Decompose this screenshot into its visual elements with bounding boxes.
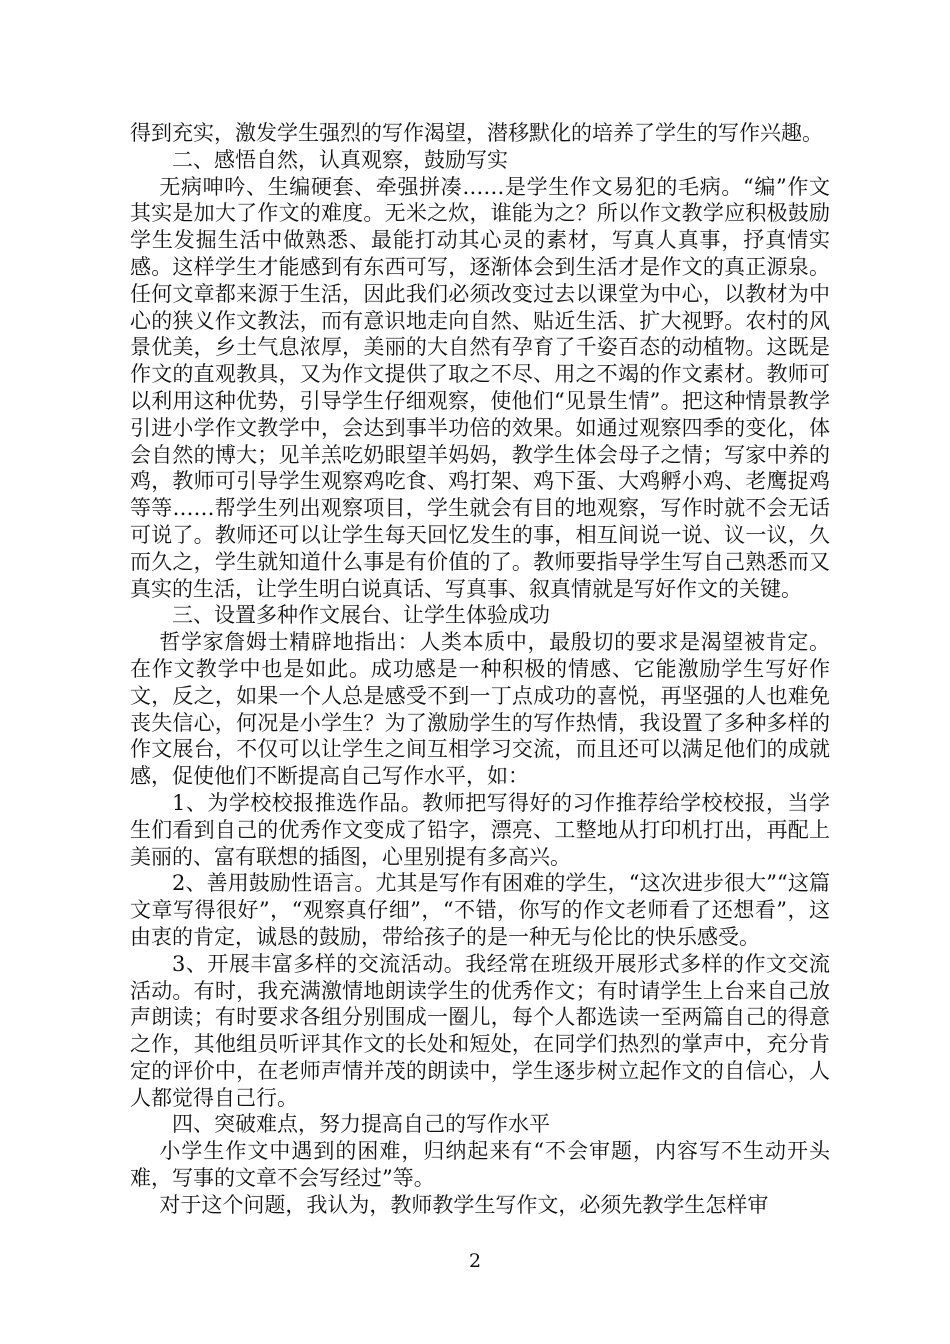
section-heading-2: 二、感悟自然，认真观察，鼓励写实 [172, 147, 508, 172]
paragraph-section-4: 小学生作文中遇到的困难，归纳起来有“不会审题，内容写不生动开头难，写事的文章不会写经过”等。 [130, 1139, 830, 1191]
document-body [130, 120, 830, 1219]
list-item-2: 2、善用鼓励性语言。尤其是写作有困难的学生，“这次进步很大”“这篇文章写得很好”，“观察真仔细”，“不错，你写的作文老师看了还想看”，这由衷的肯定，诚恳的鼓励，带给孩子的是一种无与伦比的快乐感受。 [130, 871, 830, 949]
list-item-1: 1、为学校校报推选作品。教师把写得好的习作推荐给学校校报，当学生们看到自己的优秀作文变成了铅字，漂亮、工整地从打印机打出，再配上美丽的、富有联想的插图，心里别提有多高兴。 [130, 790, 830, 869]
paragraph-section-2: 无病呻吟、生编硬套、牵强拼凑……是学生作文易犯的毛病。“编”作文其实是加大了作文的难度。无米之炊，谁能为之？所以作文教学应积极鼓励学生发掘生活中做熟悉、最能打动其心灵的素材，写真人真事，抒真情实感。这样学生才能感到有东西可写，逐渐体会到生活才是作文的真正源泉。任何文章都来源于生活，因此我们必须改变过去以课堂为中心，以教材为中心的狭义作文教法，而有意识地走向自然、贴近生活、扩大视野。农村的风景优美，乡土气息浓厚，美丽的大自然有孕育了千姿百态的动植物。这既是作文的直观教具，又为作文提供了取之不尽、用之不竭的作文素材。教师可以利用这种优势，引导学生仔细观察，使他们“见景生情”。把这种情景教学引进小学作文教学中，会达到事半功倍的效果。如通过观察四季的变化，体会自然的博大；见羊羔吃奶眼望羊妈妈，教学生体会母子之情；写家中养的鸡，教师可引导学生观察鸡吃食、鸡打架、鸡下蛋、大鸡孵小鸡、老鹰捉鸡等等……帮学生列出观察项目，学生就会有目的地观察，写作时就不会无话可说了。教师还可以让学生每天回忆发生的事，相互间说一说、议一议，久而久之，学生就知道什么事是有价值的了。教师要指导学生写自己熟悉而又真实的生活，让学生明白说真话、写真事、叙真情就是写好作文的关键。 [130, 174, 830, 601]
section-heading-3: 三、设置多种作文展台、让学生体验成功 [172, 603, 550, 628]
paragraph-intro-continuation: 得到充实，激发学生强烈的写作渴望，潜移默化的培养了学生的写作兴趣。 [130, 121, 823, 145]
paragraph-section-4-continued: 对于这个问题，我认为，教师教学生写作文，必须先教学生怎样审 [159, 1192, 769, 1217]
list-item-3: 3、开展丰富多样的交流活动。我经常在班级开展形式多样的作文交流活动。有时，我充满激情地朗读学生的优秀作文；有时请学生上台来自己放声朗读；有时要求各组分别围成一圈儿，每个人都选读一至两篇自己的得意之作，其他组员听评其作文的长处和短处，在同学们热烈的掌声中，充分肯定的评价中，在老师声情并茂的朗读中，学生逐步树立起作文的自信心，人人都觉得自己行。 [130, 951, 830, 1110]
paragraph-section-3: 哲学家詹姆士精辟地指出：人类本质中，最殷切的要求是渴望被肯定。在作文教学中也是如此。成功感是一种积极的情感、它能激励学生写好作文，反之，如果一个人总是感受不到一丁点成功的喜悦，再坚强的人也难免丧失信心，何况是小学生？为了激励学生的写作热情，我设置了多种多样的作文展台，不仅可以让学生之间互相学习交流，而且还可以满足他们的成就感，促使他们不断提高自己写作水平，如： [130, 630, 830, 789]
section-heading-4: 四、突破难点，努力提高自己的写作水平 [172, 1112, 550, 1137]
page-number: 2 [468, 1250, 482, 1272]
